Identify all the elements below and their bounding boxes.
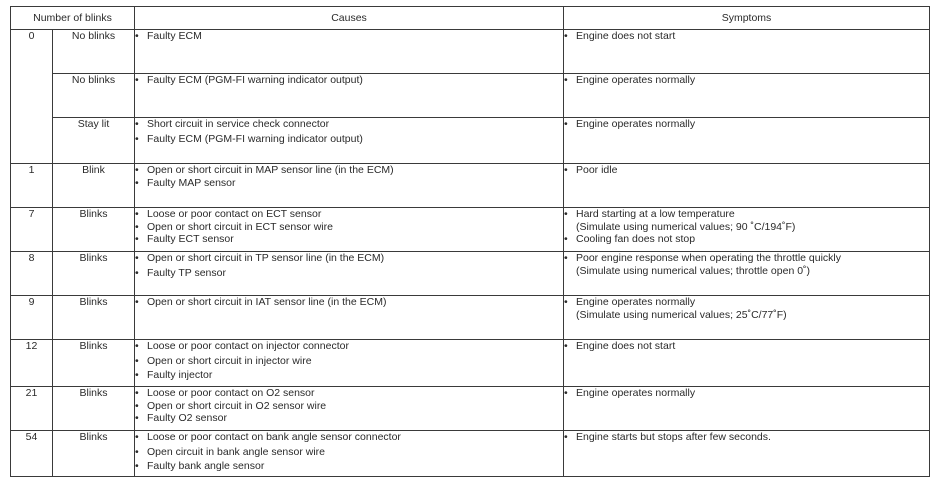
table-row [11,74,930,118]
cause-item: • Open or short circuit in ECT sensor wire [135,221,563,234]
symptom-item [564,30,929,43]
symptom-text: Engine does not start [576,30,676,42]
cause-item: • Faulty O2 sensor [135,412,563,425]
symptom-item [564,118,929,131]
header-number-of-blinks: Number of blinks [11,7,135,30]
symptoms-cell [564,387,930,431]
symptom-text: Engine does not start [576,340,676,352]
indicator-state-cell: Blinks [53,296,135,340]
indicator-state-cell: No blinks [53,30,135,74]
blink-count-cell: 12 [11,340,53,387]
blink-count-cell: 1 [11,164,53,208]
symptoms-cell [564,118,930,164]
indicator-state-cell: No blinks [53,74,135,118]
cause-item: • Short circuit in service check connector [135,118,563,131]
cause-item: • Faulty TP sensor [135,267,563,280]
table-row [11,431,930,477]
causes-cell [135,296,564,340]
blink-count-cell: 9 [11,296,53,340]
causes-cell [135,208,564,252]
symptom-note: (Simulate using numerical values; 90 ˚C/194˚F) [576,220,796,233]
indicator-state-cell: Stay lit [53,118,135,164]
symptom-note: (Simulate using numerical values; 25˚C/77˚F) [576,308,787,321]
causes-cell [135,340,564,387]
symptoms-cell [564,252,930,296]
symptom-text: Engine operates normally [576,74,696,86]
cause-item: • Loose or poor contact on bank angle sensor connector [135,431,563,444]
cause-item: • Faulty ECM [135,30,563,43]
symptom-item [564,296,929,321]
symptoms-cell [564,208,930,252]
table-row [11,387,930,431]
symptoms-cell [564,340,930,387]
symptom-text: Engine operates normally [576,296,696,308]
symptom-note: (Simulate using numerical values; throttle open 0˚) [576,264,811,277]
blink-count-cell: 7 [11,208,53,252]
table-row [11,30,930,74]
symptom-text: Engine operates normally [576,387,696,399]
table-row [11,164,930,208]
symptoms-cell [564,30,930,74]
table-row [11,252,930,296]
causes-cell [135,387,564,431]
cause-item: • Loose or poor contact on ECT sensor [135,208,563,221]
symptoms-cell [564,74,930,118]
blink-count-cell: 21 [11,387,53,431]
blink-count-cell: 0 [11,30,53,164]
symptom-text: Poor engine response when operating the throttle quickly [576,252,842,264]
cause-item: • Open or short circuit in MAP sensor line (in the ECM) [135,164,563,177]
symptoms-cell [564,431,930,477]
cause-item: • Faulty ECM (PGM-FI warning indicator output) [135,74,563,87]
indicator-state-cell: Blinks [53,340,135,387]
cause-item: • Faulty ECT sensor [135,233,563,246]
symptom-item [564,233,929,246]
symptom-item [564,164,929,177]
blink-code-table-wrapper [10,6,929,477]
indicator-state-cell: Blinks [53,208,135,252]
header-symptoms: Symptoms [564,7,930,30]
indicator-state-cell: Blinks [53,387,135,431]
cause-item: • Open or short circuit in TP sensor line (in the ECM) [135,252,563,265]
symptom-text: Cooling fan does not stop [576,233,696,245]
symptom-item [564,431,929,444]
symptom-text: Poor idle [576,164,618,176]
blink-code-table [10,6,930,477]
table-row [11,118,930,164]
cause-item: • Faulty injector [135,369,563,382]
causes-cell [135,118,564,164]
causes-cell [135,164,564,208]
cause-item: • Open or short circuit in O2 sensor wire [135,400,563,413]
indicator-state-cell: Blinks [53,431,135,477]
blink-count-cell: 8 [11,252,53,296]
table-row [11,296,930,340]
header-row [11,7,930,30]
symptom-item [564,208,929,233]
cause-item: • Loose or poor contact on injector connector [135,340,563,353]
cause-item: • Open circuit in bank angle sensor wire [135,446,563,459]
cause-item: • Faulty ECM (PGM-FI warning indicator output) [135,133,563,146]
symptom-text: Engine operates normally [576,118,696,130]
causes-cell [135,74,564,118]
symptom-text: Engine starts but stops after few seconds. [576,431,771,443]
cause-item: • Faulty bank angle sensor [135,460,563,473]
table-row [11,208,930,252]
symptom-text: Hard starting at a low temperature [576,208,735,220]
symptoms-cell [564,296,930,340]
causes-cell [135,431,564,477]
indicator-state-cell: Blinks [53,252,135,296]
indicator-state-cell: Blink [53,164,135,208]
symptom-item [564,74,929,87]
symptom-item [564,252,929,277]
symptom-item [564,387,929,400]
cause-item: • Open or short circuit in IAT sensor line (in the ECM) [135,296,563,309]
cause-item: • Loose or poor contact on O2 sensor [135,387,563,400]
table-row [11,340,930,387]
cause-item: • Faulty MAP sensor [135,177,563,190]
symptoms-cell [564,164,930,208]
symptom-item [564,340,929,353]
cause-item: • Open or short circuit in injector wire [135,355,563,368]
header-causes: Causes [135,7,564,30]
causes-cell [135,252,564,296]
causes-cell [135,30,564,74]
blink-count-cell: 54 [11,431,53,477]
